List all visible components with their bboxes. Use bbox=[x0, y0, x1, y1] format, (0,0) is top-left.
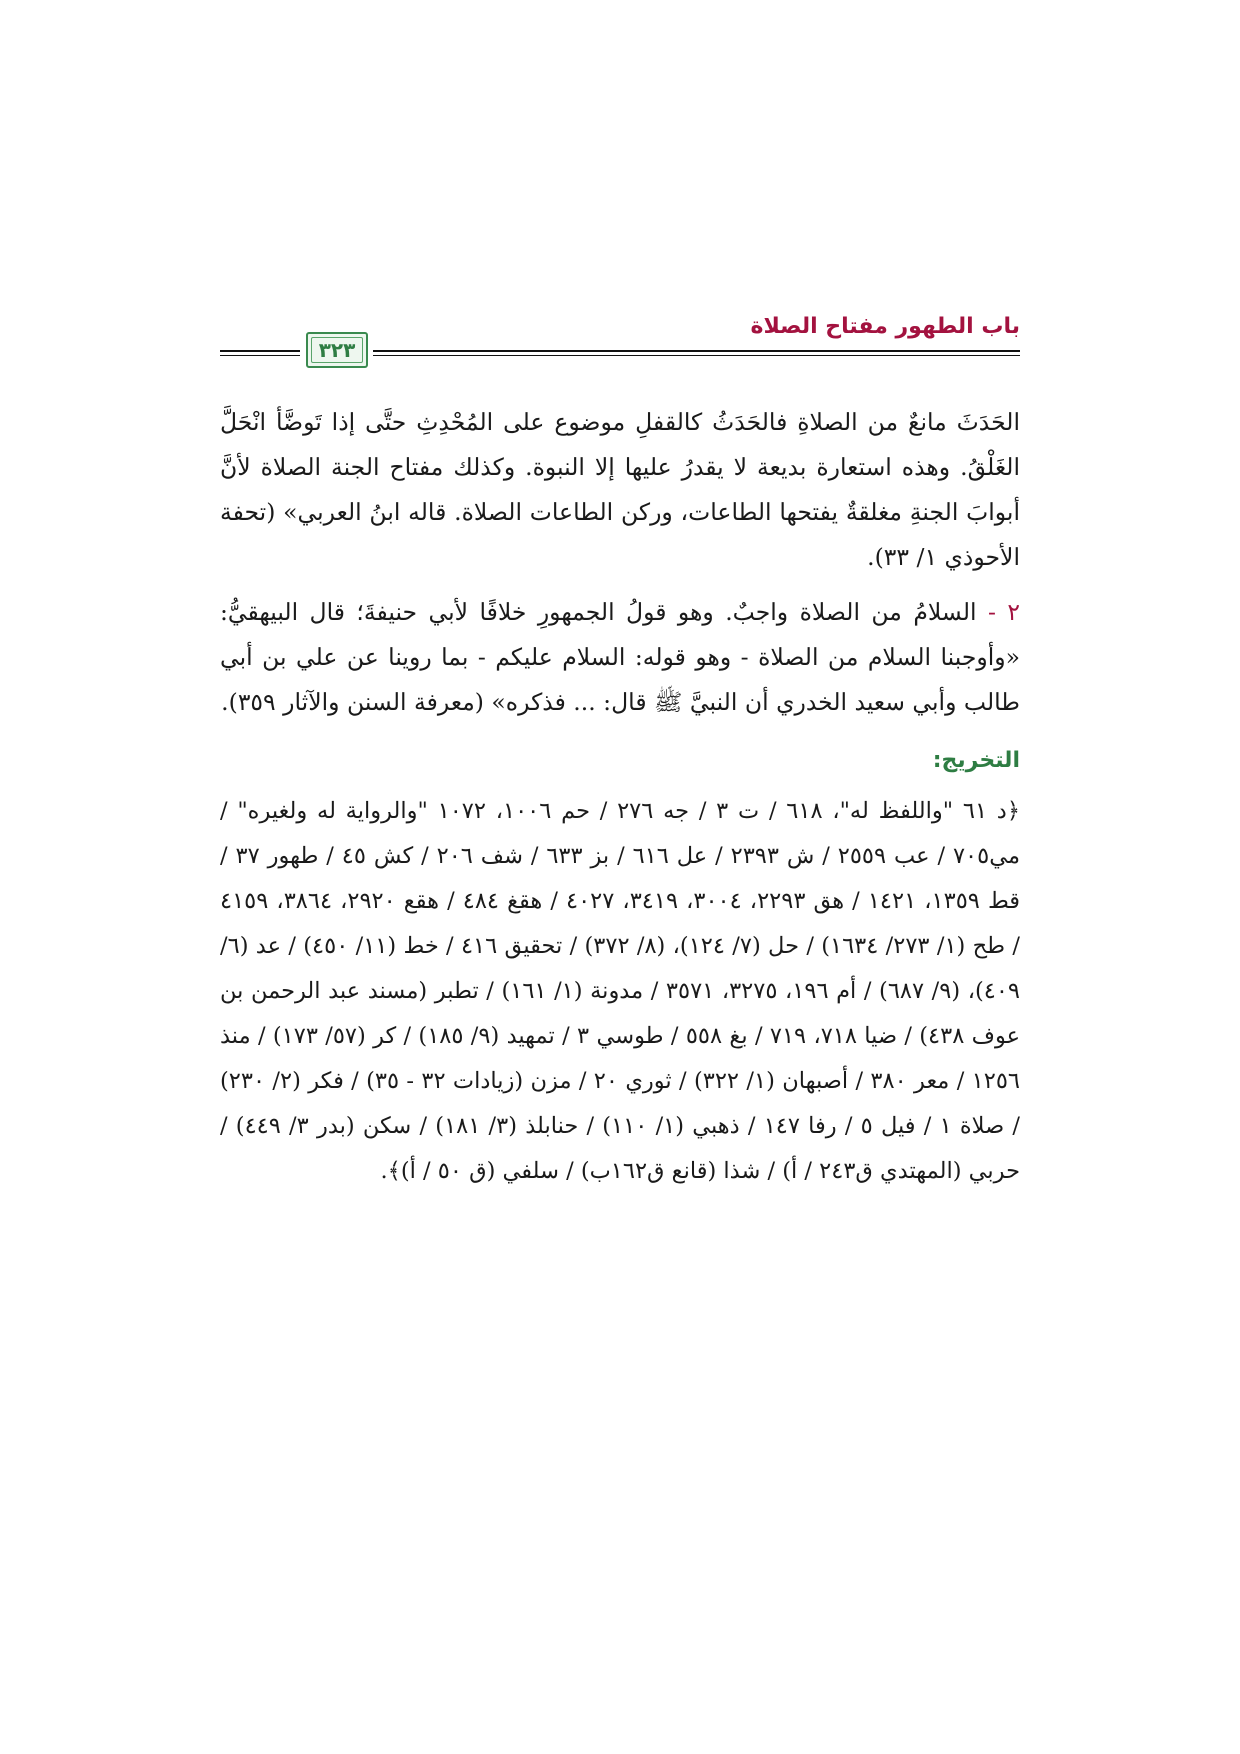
takhrij-text: ﴿د ٦١ "واللفظ له"، ٦١٨ / ت ٣ / جه ٢٧٦ / حم ١٠٠٦، ١٠٧٢ "والرواية له ولغيره" / مي٧٠٥ / عب ٢٥٥٩ / ش ٢٣٩٣ / عل ٦١٦ / بز ٦٣٣ / شف ٢٠٦ / كش ٤٥ / طهور ٣٧ / قط ١٣٥٩، ١٤٢١ / هق ٢٢٩٣، ٣٠٠٤، ٣٤١٩، ٤٠٢٧ / هقغ ٤٨٤ / هقع ٢٩٢٠، ٣٨٦٤، ٤١٥٩ / طح (١/ ٢٧٣/ ١٦٣٤) / حل (٧/ ١٢٤)، (٨/ ٣٧٢) / تحقيق ٤١٦ / خط (١١/ ٤٥٠) / عد (٦/ ٤٠٩)، (٩/ ٦٨٧) / أم ١٩٦، ٣٢٧٥، ٣٥٧١ / مدونة (١/ ١٦١) / تطبر (مسند عبد الرحمن بن عوف ٤٣٨) / ضيا ٧١٨، ٧١٩ / بغ ٥٥٨ / طوسي ٣ / تمهيد (٩/ ١٨٥) / كر (٥٧/ ١٧٣) / منذ ١٢٥٦ / معر ٣٨٠ / أصبهان (١/ ٣٢٢) / ثوري ٢٠ / مزن (زيادات ٣٢ - ٣٥) / فكر (٢/ ٢٣٠) / صلاة ١ / فيل ٥ / رفا ١٤٧ / ذهبي (١/ ١١٠) / حنابلذ (٣/ ١٨١) / سكن (بدر ٣/ ٤٤٩) / حربي (المهتدي ق٢٤٣ / أ) / شذا (قانع ق١٦٢ب) / سلفي (ق ٥٠ / أ)﴾. bbox=[220, 798, 1021, 1184]
paragraph-2 bbox=[220, 590, 1020, 725]
page-content bbox=[220, 400, 1020, 1194]
page-number: ٣٢٣ bbox=[318, 338, 356, 362]
header-rule-right bbox=[373, 350, 1020, 356]
page-number-badge bbox=[306, 332, 368, 368]
paragraph-2-text: السلامُ من الصلاة واجبٌ. وهو قولُ الجمهورِ خلافًا لأبي حنيفةَ؛ قال البيهقيُّ: «وأوجبنا السلام من الصلاة - وهو قوله: السلام عليكم - بما روينا عن علي بن أبي طالب وأبي سعيد الخدري أن النبيَّ ﷺ قال: ... فذكره» (معرفة السنن والآثار ٣٥٩). bbox=[220, 598, 1020, 716]
page-header bbox=[220, 310, 1020, 370]
chapter-title: باب الطهور مفتاح الصلاة bbox=[750, 314, 1020, 339]
paragraph-1: الحَدَثَ مانعٌ من الصلاةِ فالحَدَثُ كالقفلِ موضوع على المُحْدِثِ حتَّى إذا تَوضَّأ انْحَلَّ الغَلْقُ. وهذه استعارة بديعة لا يقدرُ عليها إلا النبوة. وكذلك مفتاح الجنة الصلاة لأنَّ أبوابَ الجنةِ مغلقةٌ يفتحها الطاعات، وركن الطاعات الصلاة. قاله ابنُ العربي» (تحفة الأحوذي ١/ ٣٣). bbox=[220, 408, 1020, 571]
paragraph-2-number: ٢ - bbox=[987, 598, 1020, 626]
header-rule-left bbox=[220, 350, 300, 356]
takhrij-heading: التخريج: bbox=[932, 748, 1020, 773]
